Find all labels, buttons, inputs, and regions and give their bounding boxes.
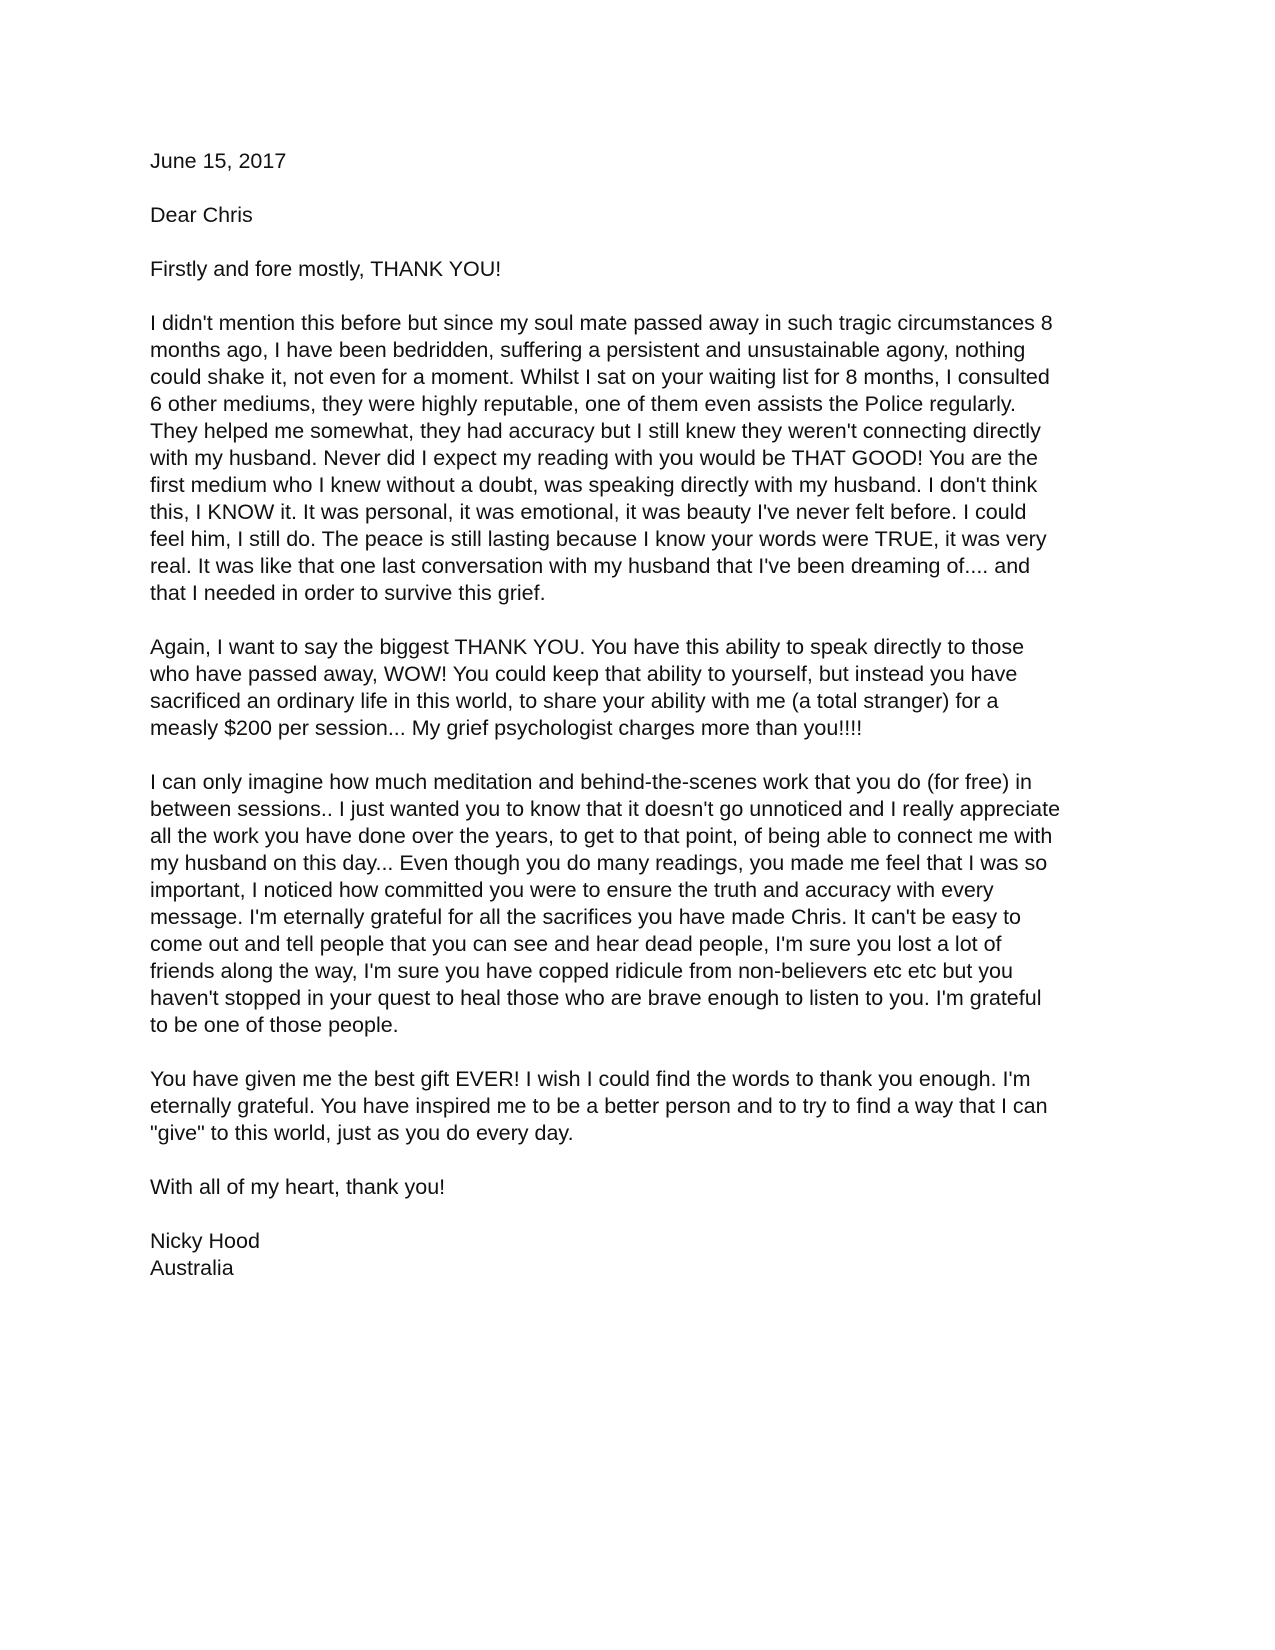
paragraph-line: with my husband. Never did I expect my reading with you would be THAT GOOD! You are the bbox=[150, 446, 1038, 470]
paragraph-line: come out and tell people that you can see and hear dead people, I'm sure you lost a lot of bbox=[150, 932, 1002, 956]
paragraph-line: between sessions.. I just wanted you to know that it doesn't go unnoticed and I really appreciate bbox=[150, 797, 1061, 821]
paragraph-line: measly $200 per session... My grief psychologist charges more than you!!!! bbox=[150, 716, 863, 740]
signature-location: Australia bbox=[150, 1256, 234, 1280]
letter-paragraph-4 bbox=[150, 1066, 1150, 1147]
letter-page bbox=[150, 148, 1150, 1309]
paragraph-line: eternally grateful. You have inspired me to be a better person and to try to find a way that I can bbox=[150, 1094, 1048, 1118]
paragraph-line: feel him, I still do. The peace is still lasting because I know your words were TRUE, it was very bbox=[150, 527, 1047, 551]
paragraph-line: I can only imagine how much meditation and behind-the-scenes work that you do (for free) in bbox=[150, 770, 1032, 794]
letter-paragraph-2 bbox=[150, 634, 1150, 742]
paragraph-line: message. I'm eternally grateful for all the sacrifices you have made Chris. It can't be easy to bbox=[150, 905, 1022, 929]
letter-signature bbox=[150, 1228, 1150, 1282]
paragraph-line: who have passed away, WOW! You could keep that ability to yourself, but instead you have bbox=[150, 662, 1018, 686]
paragraph-line: "give" to this world, just as you do every day. bbox=[150, 1121, 574, 1145]
paragraph-line: this, I KNOW it. It was personal, it was emotional, it was beauty I've never felt before. I could bbox=[150, 500, 1027, 524]
letter-paragraph-1 bbox=[150, 310, 1150, 607]
signature-name: Nicky Hood bbox=[150, 1229, 260, 1253]
paragraph-line: You have given me the best gift EVER! I wish I could find the words to thank you enough. I'm bbox=[150, 1067, 1031, 1091]
paragraph-line: my husband on this day... Even though you do many readings, you made me feel that I was so bbox=[150, 851, 1048, 875]
paragraph-line: real. It was like that one last conversation with my husband that I've been dreaming of.... and bbox=[150, 554, 1031, 578]
letter-closing: With all of my heart, thank you! bbox=[150, 1175, 446, 1199]
paragraph-line: 6 other mediums, they were highly reputable, one of them even assists the Police regularly. bbox=[150, 392, 1017, 416]
letter-opening: Firstly and fore mostly, THANK YOU! bbox=[150, 257, 502, 281]
paragraph-line: all the work you have done over the years, to get to that point, of being able to connect me with bbox=[150, 824, 1053, 848]
paragraph-line: that I needed in order to survive this grief. bbox=[150, 581, 546, 605]
paragraph-line: haven't stopped in your quest to heal those who are brave enough to listen to you. I'm grateful bbox=[150, 986, 1042, 1010]
paragraph-line: friends along the way, I'm sure you have copped ridicule from non-believers etc etc but you bbox=[150, 959, 1013, 983]
letter-date: June 15, 2017 bbox=[150, 149, 287, 173]
paragraph-line: I didn't mention this before but since my soul mate passed away in such tragic circumstances 8 bbox=[150, 311, 1053, 335]
letter-paragraph-3 bbox=[150, 769, 1150, 1039]
paragraph-line: Again, I want to say the biggest THANK YOU. You have this ability to speak directly to those bbox=[150, 635, 1025, 659]
paragraph-line: could shake it, not even for a moment. Whilst I sat on your waiting list for 8 months, I consulted bbox=[150, 365, 1050, 389]
paragraph-line: to be one of those people. bbox=[150, 1013, 399, 1037]
paragraph-line: sacrificed an ordinary life in this world, to share your ability with me (a total stranger) for a bbox=[150, 689, 999, 713]
paragraph-line: important, I noticed how committed you were to ensure the truth and accuracy with every bbox=[150, 878, 994, 902]
paragraph-line: first medium who I knew without a doubt, was speaking directly with my husband. I don't think bbox=[150, 473, 1038, 497]
paragraph-line: months ago, I have been bedridden, suffering a persistent and unsustainable agony, nothing bbox=[150, 338, 1026, 362]
paragraph-line: They helped me somewhat, they had accuracy but I still knew they weren't connecting directly bbox=[150, 419, 1041, 443]
letter-salutation: Dear Chris bbox=[150, 203, 253, 227]
